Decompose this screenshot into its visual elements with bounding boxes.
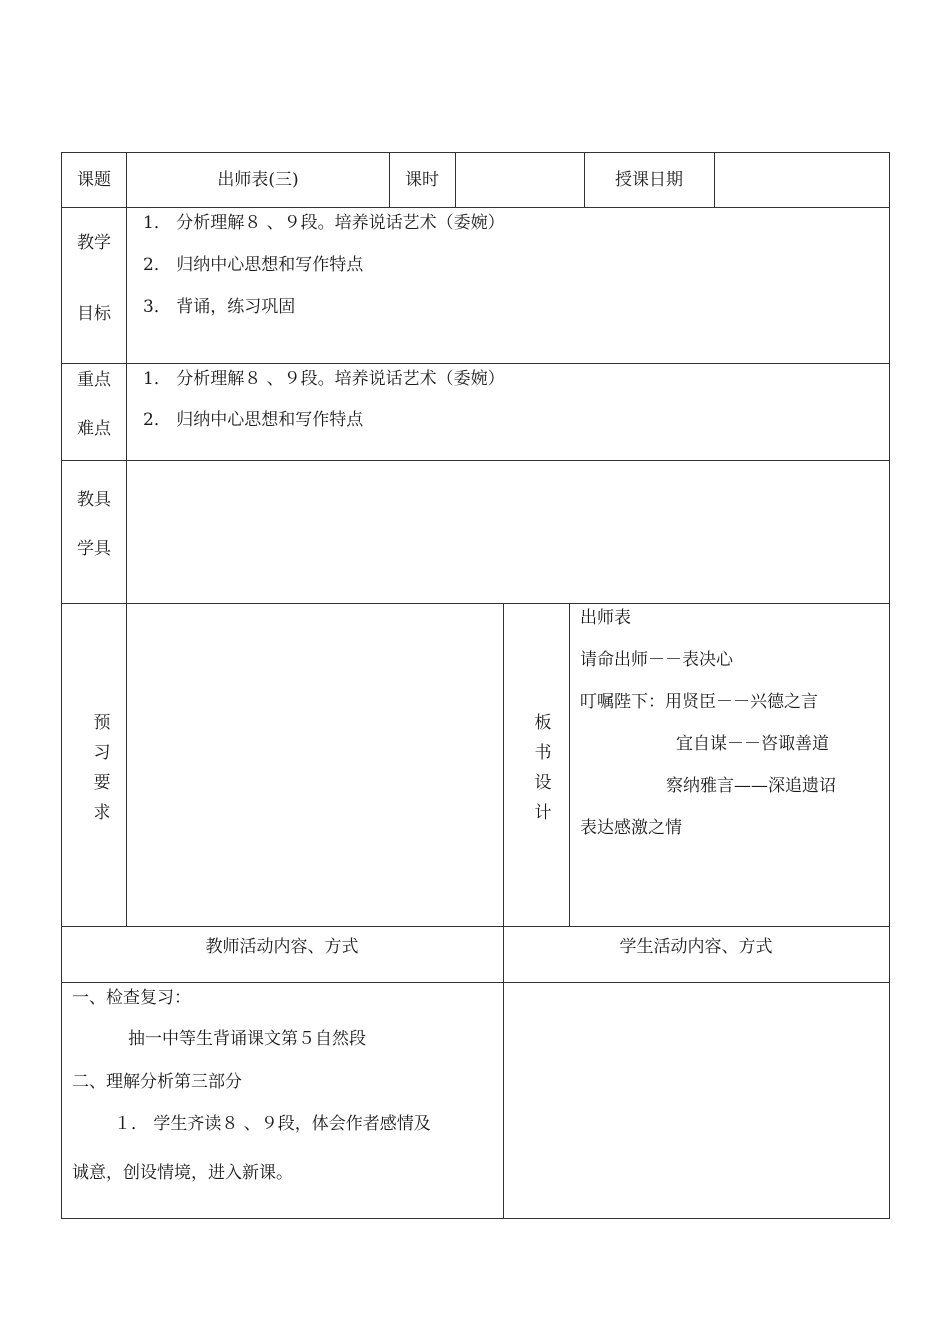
row-divider xyxy=(61,207,890,208)
row-divider xyxy=(61,926,890,927)
board-label-char: 书 xyxy=(534,743,552,763)
preview-label-char: 要 xyxy=(93,773,111,793)
period-label: 课时 xyxy=(405,170,439,190)
tools-label: 教具 xyxy=(77,490,111,510)
teacher-activity-header: 教师活动内容、方式 xyxy=(205,937,359,957)
tools-label: 学具 xyxy=(77,539,111,559)
row-divider xyxy=(61,363,890,364)
board-line: 出师表 xyxy=(580,608,631,628)
board-label-char: 板 xyxy=(534,713,552,733)
teacher-activity-line: １． 学生齐读８ 、９段，体会作者感情及 xyxy=(114,1114,431,1134)
board-line: 宜自谋－－咨诹善道 xyxy=(676,734,829,754)
board-label-char: 计 xyxy=(534,803,552,823)
teacher-activity-line: 诚意，创设情境，进入新课。 xyxy=(72,1163,293,1183)
objective-item: 1． 分析理解８ 、９段。培养说话艺术（委婉） xyxy=(143,213,505,233)
teacher-activity-line: 一、检查复习： xyxy=(72,988,191,1008)
key-points-label: 难点 xyxy=(77,419,111,439)
middle-divider xyxy=(503,603,504,1219)
teacher-activity-line: 二、理解分析第三部分 xyxy=(72,1072,242,1092)
board-line: 表达感激之情 xyxy=(580,818,682,838)
preview-label-char: 习 xyxy=(93,743,111,763)
preview-label-char: 预 xyxy=(93,713,111,733)
date-label: 授课日期 xyxy=(615,170,683,190)
board-line: 请命出师－－表决心 xyxy=(580,650,733,670)
board-label-divider xyxy=(569,603,570,927)
header-divider xyxy=(714,152,715,208)
row-divider xyxy=(61,460,890,461)
objectives-label: 目标 xyxy=(77,304,111,324)
row-divider xyxy=(61,982,890,983)
lesson-title: 出师表(三) xyxy=(217,170,299,190)
table-border-right xyxy=(889,152,890,1219)
student-activity-header: 学生活动内容、方式 xyxy=(619,937,773,957)
teacher-activity-line: 抽一中等生背诵课文第５自然段 xyxy=(128,1029,366,1049)
objective-item: 3． 背诵，练习巩固 xyxy=(143,297,296,317)
topic-label: 课题 xyxy=(77,170,111,190)
header-divider xyxy=(455,152,456,208)
row-divider xyxy=(61,603,890,604)
key-point-item: 2． 归纳中心思想和写作特点 xyxy=(143,410,364,430)
key-point-item: 1． 分析理解８ 、９段。培养说话艺术（委婉） xyxy=(143,369,505,389)
board-line: 察纳雅言——深追遗诏 xyxy=(666,776,836,796)
key-points-label: 重点 xyxy=(77,370,111,390)
board-line: 叮嘱陛下：用贤臣－－兴德之言 xyxy=(580,692,818,712)
table-border-top xyxy=(61,152,890,153)
board-label-char: 设 xyxy=(534,773,552,793)
preview-label-char: 求 xyxy=(93,803,111,823)
table-border-bottom xyxy=(61,1218,890,1219)
objective-item: 2． 归纳中心思想和写作特点 xyxy=(143,255,364,275)
objectives-label: 教学 xyxy=(77,233,111,253)
